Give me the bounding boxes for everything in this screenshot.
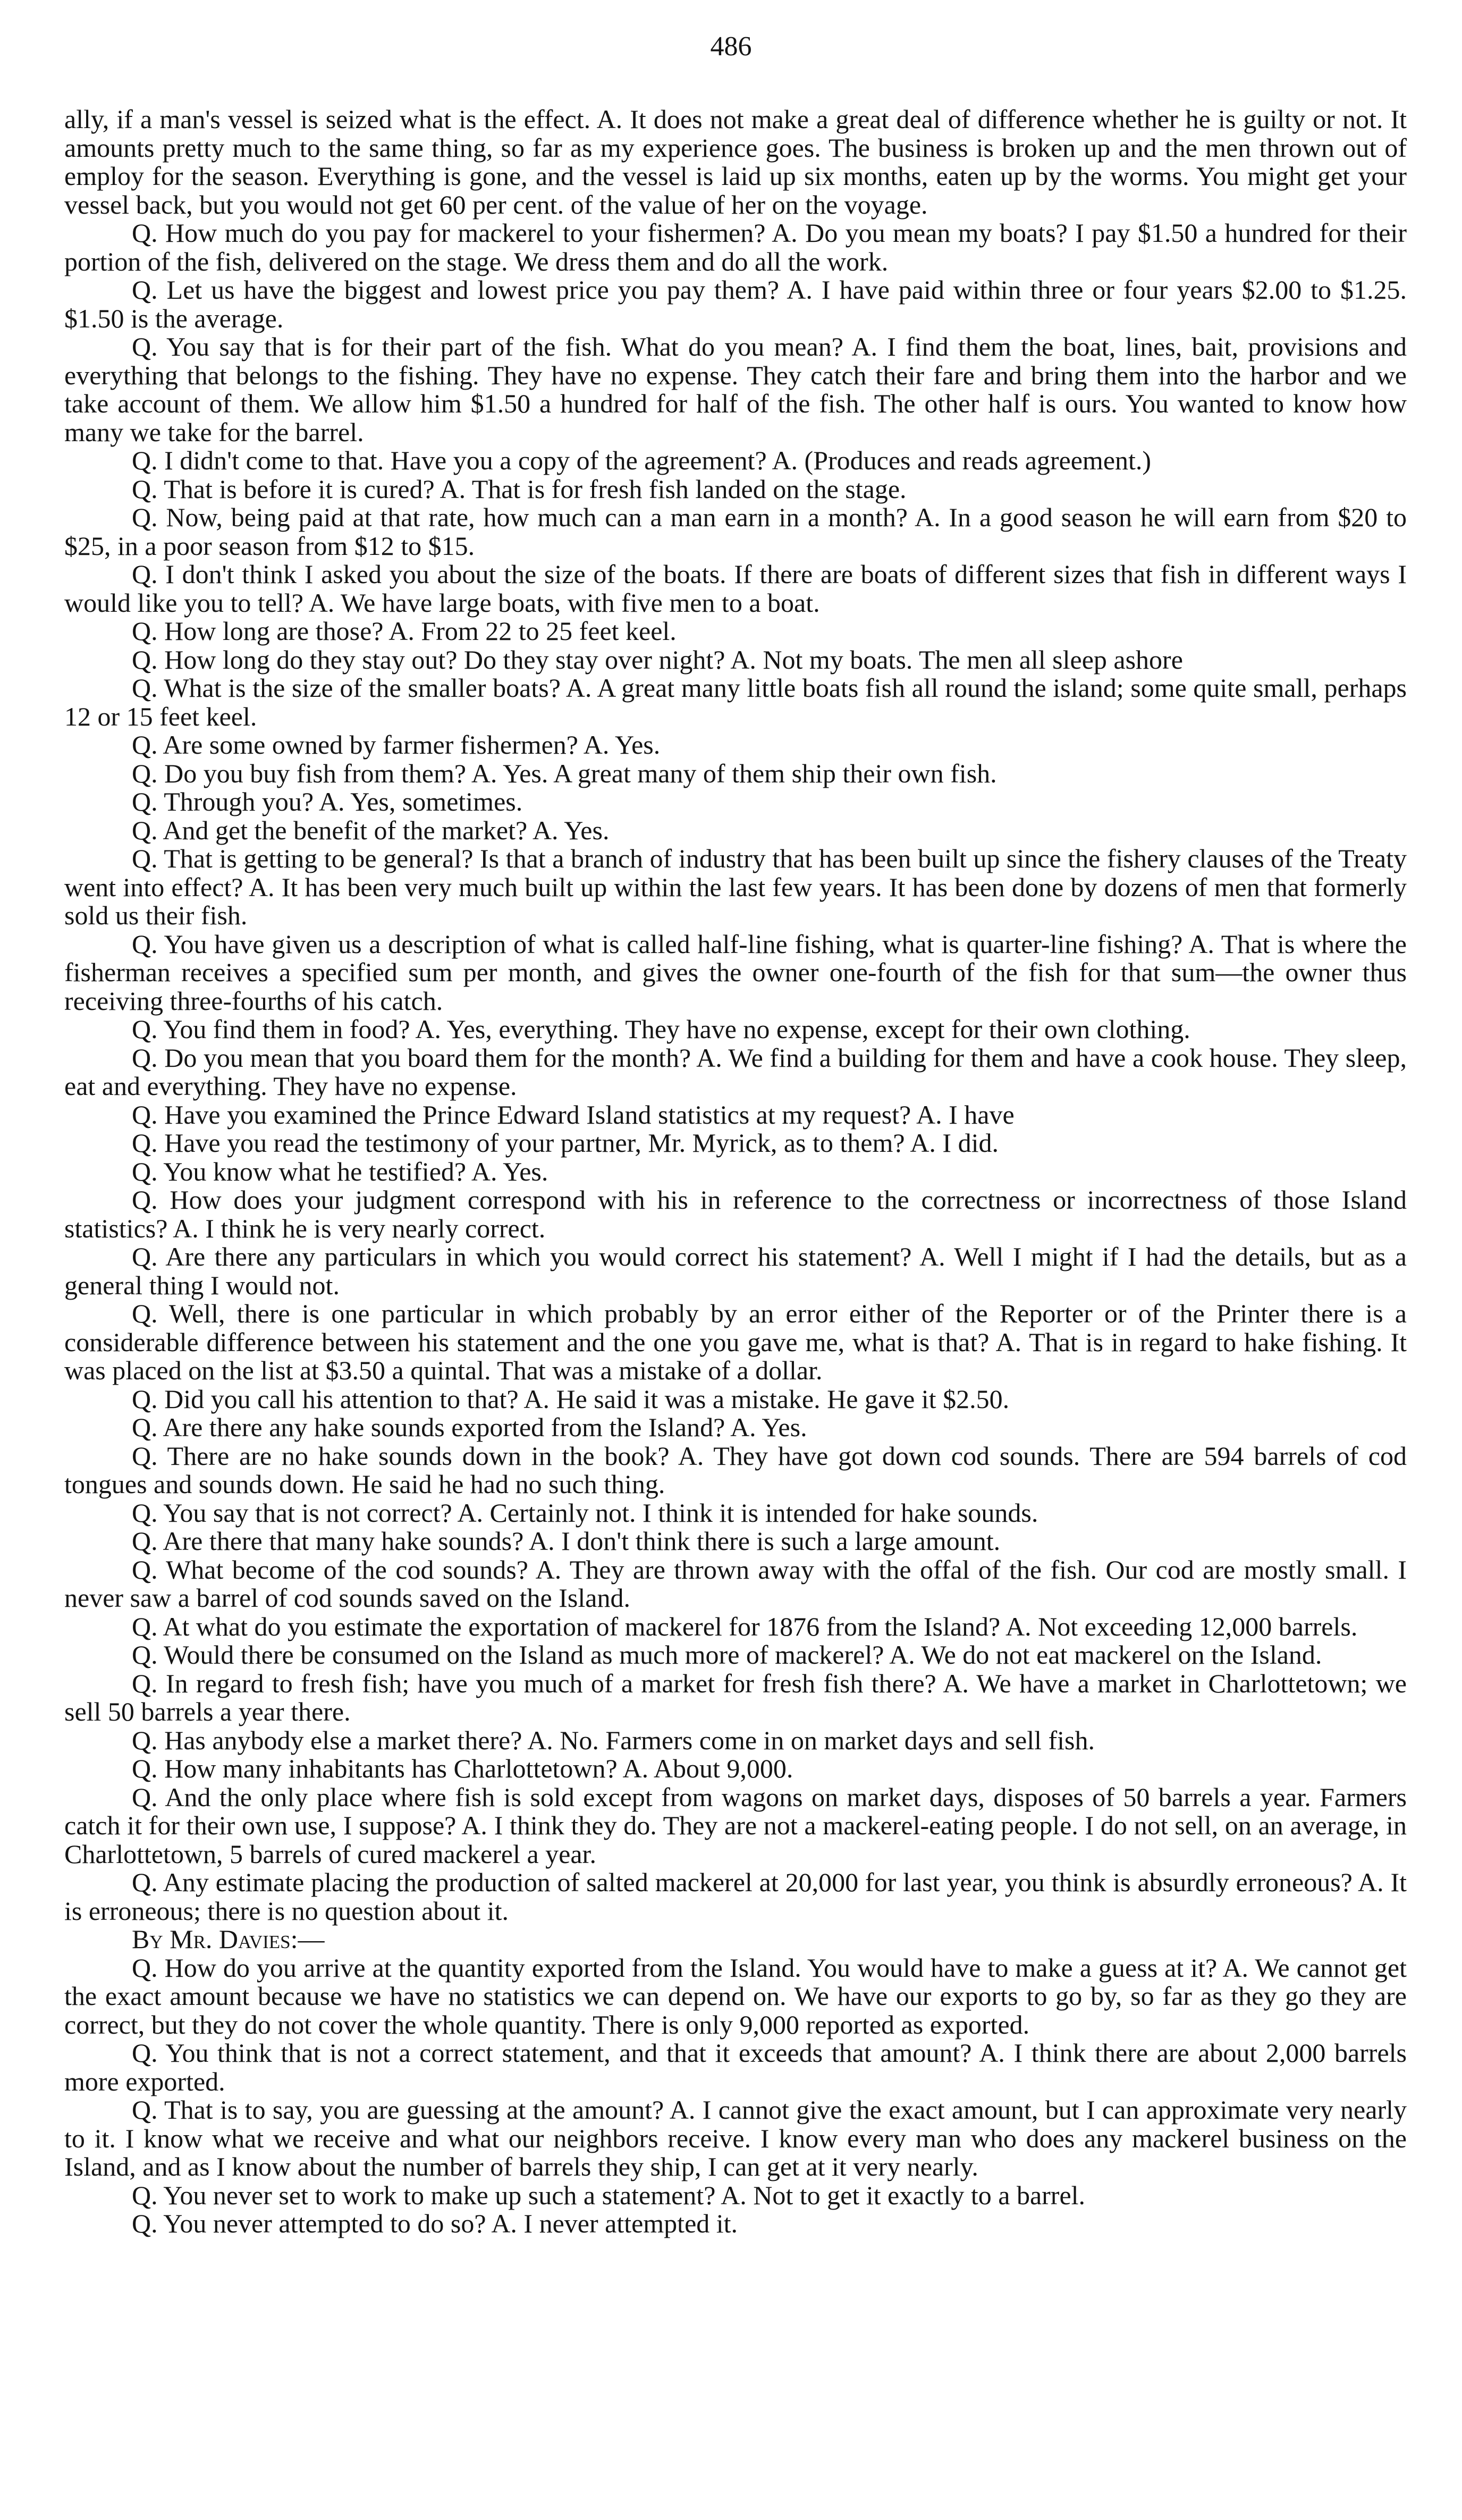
- qa-exchange: [64, 1755, 1407, 1783]
- qa-exchange: [64, 816, 1407, 845]
- question-text: Q. That is before it is cured?: [132, 474, 435, 504]
- answer-text: A. I think they do. They are not a mackerel-eating people. I do not sell, on an average, in Charlottetown, 5 barrels of cured mackerel a year.: [64, 1810, 1407, 1869]
- answer-text: A. It is erroneous; there is no question about it.: [64, 1867, 1407, 1926]
- answer-text: A. No. Farmers come in on market days and sell fish.: [527, 1725, 1095, 1755]
- answer-text: A. Yes.: [730, 1412, 807, 1442]
- question-text: Q. You say that is for their part of the fish. What do you mean?: [132, 332, 843, 361]
- qa-exchange: [64, 446, 1407, 475]
- qa-exchange: [64, 1300, 1407, 1385]
- question-text: Q. And the only place where fish is sold except from wagons on market days, disposes of 50 barrels a year. Farmers catch it for their own use, I suppose?: [64, 1782, 1407, 1840]
- answer-text: A. It has been very much built up within the last few years. It has been done by dozens of men that formerly sold us their fish.: [64, 872, 1407, 930]
- answer-text: A. About 9,000.: [622, 1754, 793, 1783]
- question-text: Q. You say that is not correct?: [132, 1497, 452, 1528]
- qa-exchange: [64, 1243, 1407, 1300]
- qa-exchange: [64, 1641, 1407, 1670]
- answer-text: A. Not exceeding 12,000 barrels.: [1005, 1611, 1358, 1641]
- answer-text: A. We have large boats, with five men to a boat.: [308, 587, 820, 618]
- question-text: Q. There are no hake sounds down in the book?: [132, 1440, 670, 1471]
- question-text: Q. That is getting to be general? Is that a branch of industry that has been built up since the fishery clauses of the Treaty went into effect?: [64, 844, 1407, 902]
- qa-exchange: [64, 1186, 1407, 1243]
- question-text: Q. And get the benefit of the market?: [132, 815, 528, 845]
- page-number: 486: [710, 31, 752, 62]
- question-text: Q. Through you?: [132, 787, 314, 816]
- question-text: Q. You think that is not a correct statement, and that it exceeds that amount?: [132, 2038, 972, 2068]
- answer-text: A. Well I might if I had the details, but as a general thing I would not.: [64, 1242, 1407, 1300]
- answer-text: A. That is in regard to hake fishing. It was placed on the list at $3.50 a quintal. That was a mistake of a dollar.: [64, 1327, 1407, 1385]
- answer-text: A. Yes, sometimes.: [318, 787, 523, 816]
- qa-exchange: [64, 1044, 1407, 1101]
- qa-exchange: [64, 333, 1407, 446]
- answer-text: A. Yes.: [532, 815, 610, 845]
- qa-exchange: [64, 760, 1407, 788]
- qa-exchange: [64, 1015, 1407, 1044]
- qa-exchange: [64, 1101, 1407, 1130]
- qa-exchange: [64, 617, 1407, 646]
- answer-text: A. Yes, everything. They have no expense, except for their own clothing.: [415, 1014, 1190, 1044]
- question-text: Q. What is the size of the smaller boats?: [132, 673, 561, 703]
- qa-exchange: [64, 1783, 1407, 1869]
- question-text: Q. You never attempted to do so?: [132, 2209, 486, 2238]
- answer-text: A. Not to get it exactly to a barrel.: [721, 2180, 1086, 2210]
- question-text: Q. How many inhabitants has Charlottetown?: [132, 1754, 618, 1783]
- question-text: Q. How much do you pay for mackerel to your fishermen?: [132, 218, 766, 248]
- qa-exchange: [64, 560, 1407, 617]
- question-text: Q. Do you buy fish from them?: [132, 758, 467, 788]
- testimony-body: [64, 105, 1407, 2238]
- qa-exchange: [64, 1954, 1407, 2039]
- question-text: Q. In regard to fresh fish; have you much of a market for fresh fish there?: [132, 1668, 936, 1698]
- answer-text: A. I don't think there is such a large amount.: [529, 1526, 1001, 1556]
- qa-exchange: [64, 1385, 1407, 1414]
- answer-text: A. I have paid within three or four years $2.00 to $1.25. $1.50 is the average.: [64, 275, 1407, 333]
- qa-exchange: [64, 276, 1407, 333]
- answer-text: A. They are thrown away with the offal of the fish. Our cod are mostly small. I never saw a barrel of cod sounds saved on the Island.: [64, 1554, 1407, 1613]
- qa-exchange: [64, 2039, 1407, 2096]
- question-text: Q. You find them in food?: [132, 1014, 410, 1044]
- answer-text: A. Not my boats. The men all sleep ashore: [730, 644, 1183, 675]
- qa-exchange: [64, 646, 1407, 675]
- question-text: Q. Would there be consumed on the Island as much more of mackerel?: [132, 1640, 884, 1670]
- answer-text: A. I find them the boat, lines, bait, provisions and everything that belongs to the fishing. They have no expense. They catch their fare and bring them into the harbor and we take account of them. We allow him $1.50 a hundred for half of the fish. The other half is ours. You wanted to know how many we take for the barrel.: [64, 332, 1407, 447]
- answer-text: A. We cannot get the exact amount because we have no statistics we can depend on. We have our exports to go by, so far as they go they are correct, but they do not cover the whole quantity. There is only 9,000 reported as exported.: [64, 1952, 1407, 2039]
- answer-text: A. Yes.: [583, 730, 661, 760]
- question-text: Q. How long are those?: [132, 616, 384, 646]
- qa-exchange: [64, 1442, 1407, 1499]
- question-text: Q. That is to say, you are guessing at the amount?: [132, 2095, 664, 2125]
- qa-exchange: [64, 788, 1407, 816]
- qa-exchange: [64, 475, 1407, 504]
- answer-text: A. That is for fresh fish landed on the stage.: [440, 474, 907, 504]
- answer-text: A. We do not eat mackerel on the Island.: [889, 1640, 1322, 1670]
- answer-text: A. (Produces and reads agreement.): [772, 445, 1152, 475]
- qa-exchange: [64, 219, 1407, 276]
- qa-exchange: [64, 1556, 1407, 1613]
- answer-text: A. I think he is very nearly correct.: [173, 1213, 546, 1243]
- question-text: Q. How do you arrive at the quantity exported from the Island. You would have to make a guess at it?: [132, 1952, 1218, 1983]
- question-text: ally, if a man's vessel is seized what is the effect.: [64, 104, 591, 134]
- answer-text: A. Certainly not. I think it is intended for hake sounds.: [457, 1497, 1038, 1528]
- question-text: Q. Are there any hake sounds exported from the Island?: [132, 1412, 725, 1442]
- qa-exchange: [64, 1158, 1407, 1186]
- qa-exchange: [64, 1413, 1407, 1442]
- question-text: Q. Are some owned by farmer fishermen?: [132, 730, 578, 760]
- qa-exchange: [64, 1868, 1407, 1925]
- answer-text: A. From 22 to 25 feet keel.: [388, 616, 677, 646]
- answer-text: A. I cannot give the exact amount, but I can approximate very nearly to it. I know what we receive and what our neighbors receive. I know every man who does any mackerel business on the Island, and as I know about the number of barrels they ship, I can get at it very nearly.: [64, 2095, 1407, 2181]
- question-text: Q. Are there any particulars in which you would correct his statement?: [132, 1242, 912, 1271]
- answer-text: A. He said it was a mistake. He gave it $2.50.: [523, 1384, 1010, 1414]
- answer-text: A. Yes.: [471, 1156, 548, 1186]
- question-text: Q. Have you read the testimony of your partner, Mr. Myrick, as to them?: [132, 1128, 905, 1158]
- qa-exchange: [64, 731, 1407, 760]
- question-text: Q. At what do you estimate the exportation of mackerel for 1876 from the Island?: [132, 1611, 1001, 1641]
- answer-text: A. We find a building for them and have a cook house. They sleep, eat and everything. They have no expense.: [64, 1042, 1407, 1101]
- question-text: Q. Have you examined the Prince Edward Island statistics at my request?: [132, 1099, 911, 1130]
- question-text: Q. You have given us a description of what is called half-line fishing, what is quarter-line fishing?: [132, 929, 1183, 959]
- qa-exchange: [64, 1613, 1407, 1641]
- qa-exchange: [64, 1129, 1407, 1158]
- answer-text: A. It does not make a great deal of difference whether he is guilty or not. It amounts pretty much to the same thing, so far as my experience goes. The business is broken up and the men thrown out of employ for the season. Everything is gone, and the vessel is laid up six months, eaten up by the worms. You might get your vessel back, but you would not get 60 per cent. of the value of her on the voyage.: [64, 104, 1407, 220]
- qa-exchange: [64, 930, 1407, 1016]
- question-text: Q. You never set to work to make up such a statement?: [132, 2180, 716, 2210]
- qa-exchange: [64, 845, 1407, 930]
- answer-text: A. They have got down cod sounds. There are 594 barrels of cod tongues and sounds down. He said he had no such thing.: [64, 1440, 1407, 1499]
- qa-exchange: [64, 1726, 1407, 1755]
- question-text: Q. Let us have the biggest and lowest price you pay them?: [132, 275, 780, 305]
- question-text: Q. You know what he testified?: [132, 1156, 467, 1186]
- answer-text: A. That is where the fisherman receives a specified sum per month, and gives the owner one-fourth of the fish for that sum—the owner thus receiving three-fourths of his catch.: [64, 929, 1407, 1016]
- question-text: Q. How long do they stay out? Do they stay over night?: [132, 644, 725, 675]
- question-text: Q. Are there that many hake sounds?: [132, 1526, 524, 1556]
- qa-exchange: [64, 674, 1407, 731]
- qa-exchange: [64, 1527, 1407, 1556]
- answer-text: A. I did.: [910, 1128, 999, 1158]
- qa-exchange-continued: [64, 105, 1407, 219]
- qa-exchange: [64, 2181, 1407, 2210]
- question-text: Q. How does your judgment correspond with his in reference to the correctness or incorrectness of those Island statistics?: [64, 1185, 1407, 1243]
- qa-exchange: [64, 1670, 1407, 1726]
- answer-text: A. Yes. A great many of them ship their own fish.: [471, 758, 997, 788]
- qa-exchange: [64, 2096, 1407, 2181]
- answer-text: A. I have: [916, 1099, 1015, 1130]
- question-text: Q. Well, there is one particular in which probably by an error either of the Reporter or of the Printer there is a considerable difference between his statement and the one you gave me, what is that?: [64, 1299, 1407, 1357]
- question-text: Q. I didn't come to that. Have you a copy of the agreement?: [132, 445, 767, 475]
- question-text: Q. Now, being paid at that rate, how much can a man earn in a month?: [132, 502, 908, 532]
- question-text: Q. Any estimate placing the production of salted mackerel at 20,000 for last year, you think is absurdly erroneous?: [132, 1867, 1353, 1897]
- question-text: Q. What become of the cod sounds?: [132, 1554, 528, 1585]
- answer-text: A. I think there are about 2,000 barrels more exported.: [64, 2038, 1407, 2096]
- question-text: Q. Has anybody else a market there?: [132, 1725, 522, 1755]
- answer-text: A. In a good season he will earn from $20 to $25, in a poor season from $12 to $15.: [64, 502, 1407, 561]
- question-text: Q. Do you mean that you board them for the month?: [132, 1042, 691, 1073]
- answer-text: A. I never attempted it.: [491, 2209, 738, 2238]
- answer-text: A. We have a market in Charlottetown; we sell 50 barrels a year there.: [64, 1668, 1407, 1726]
- answer-text: A. A great many little boats fish all round the island; some quite small, perhaps 12 or 15 feet keel.: [64, 673, 1407, 731]
- question-text: Q. I don't think I asked you about the size of the boats. If there are boats of different sizes that fish in different ways I would like you to tell?: [64, 559, 1407, 618]
- answer-text: A. Do you mean my boats? I pay $1.50 a hundred for their portion of the fish, delivered on the stage. We dress them and do all the work.: [64, 218, 1407, 276]
- qa-exchange: [64, 503, 1407, 560]
- question-text: Q. Did you call his attention to that?: [132, 1384, 519, 1414]
- examiner-heading: By Mr. Davies:—: [132, 1924, 325, 1954]
- qa-exchange: [64, 1499, 1407, 1528]
- qa-exchange: [64, 2210, 1407, 2238]
